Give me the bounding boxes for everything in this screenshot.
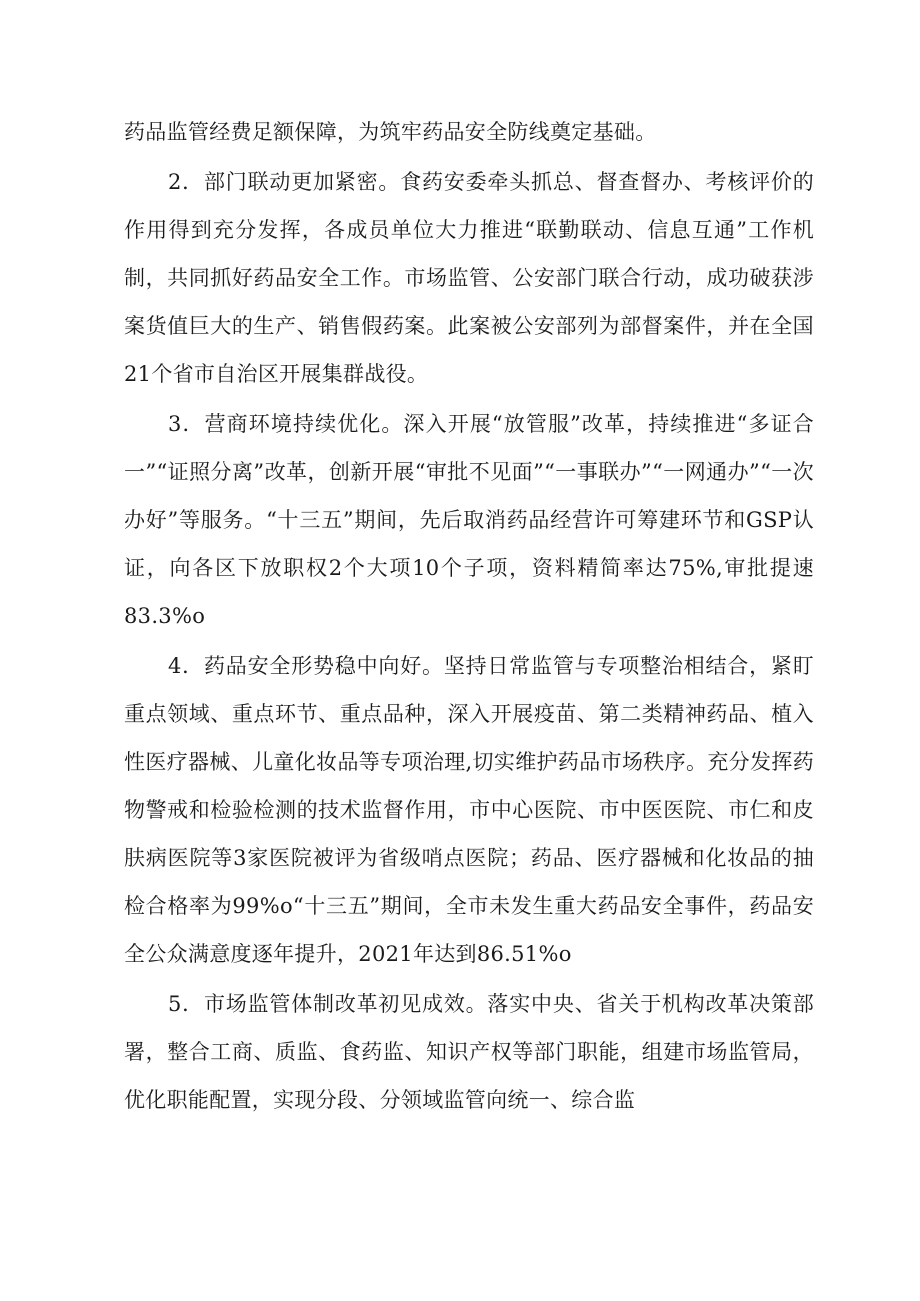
paragraph-item-5: 5．市场监管体制改革初见成效。落实中央、省关于机构改革决策部署，整合工商、质监、食药监、知识产权等部门职能，组建市场监管局，优化职能配置，实现分段、分领域监管向统一、综合监 — [124, 992, 814, 1112]
paragraph-item-4: 4．药品安全形势稳中向好。坚持日常监管与专项整治相结合，紧盯重点领域、重点环节、重点品种，深入开展疫苗、第二类精神药品、植入性医疗器械、儿童化妆品等专项治理,切实维护药品市场秩序。充分发挥药物警戒和检验检测的技术监督作用，市中心医院、市中医医院、市仁和皮肤病医院等3家医院被评为省级哨点医院；药品、医疗器械和化妆品的抽检合格率为99%o“十三五”期间，全市未发生重大药品安全事件，药品安全公众满意度逐年提升，2021年达到86.51%o — [124, 654, 814, 966]
paragraph-continuation: 药品监管经费足额保障，为筑牢药品安全防线奠定基础。 — [124, 120, 657, 144]
paragraph-item-2: 2．部门联动更加紧密。食药安委牵头抓总、督查督办、考核评价的作用得到充分发挥，各成员单位大力推进“联勤联动、信息互通”工作机制，共同抓好药品安全工作。市场监管、公安部门联合行动，成功破获涉案货值巨大的生产、销售假药案。此案被公安部列为部督案件，并在全国21个省市自治区开展集群战役。 — [124, 170, 814, 386]
paragraph-item-3: 3．营商环境持续优化。深入开展“放管服”改革，持续推进“多证合一”“证照分离”改革，创新开展“审批不见面”“一事联办”“一网通办”“一次办好”等服务。“十三五”期间，先后取消药品经营许可筹建环节和GSP认证，向各区下放职权2个大项10个子项，资料精简率达75%,审批提速83.3%o — [124, 412, 814, 628]
document-body — [124, 108, 814, 1124]
